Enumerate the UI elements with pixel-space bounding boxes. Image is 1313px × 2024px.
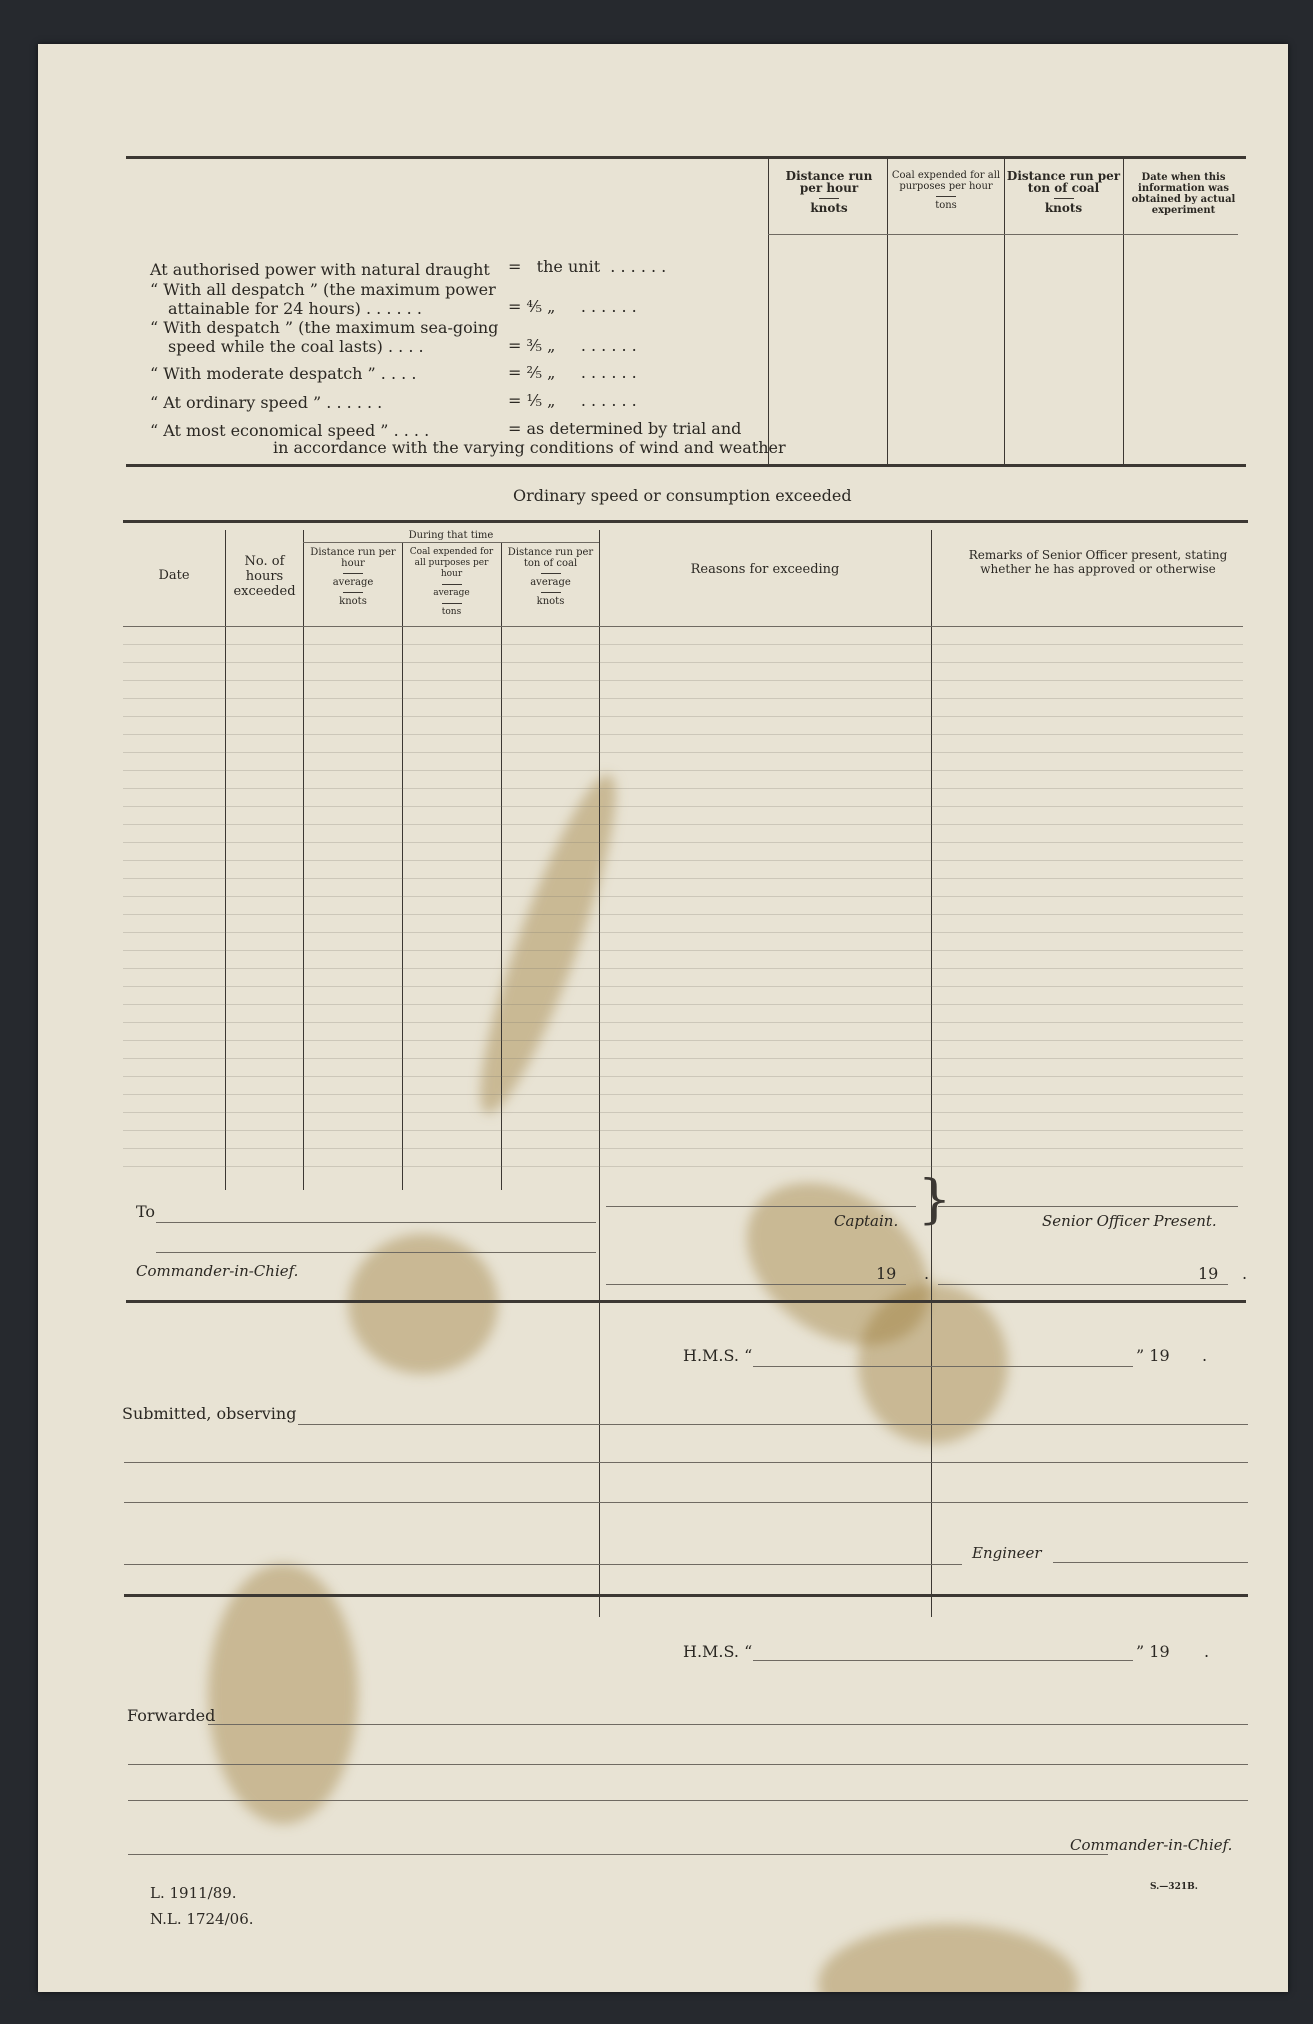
ruled-line: [123, 932, 1243, 933]
row-authorised-value: = the unit . . . . . .: [508, 257, 667, 276]
stain-mark: [858, 1284, 1008, 1444]
col-hours: No. of hours exceeded: [233, 554, 296, 599]
ruled-line: [123, 734, 1243, 735]
engineer-label: Engineer: [972, 1544, 1042, 1562]
row-despatch: “ With despatch ” (the maximum sea-going speed while the coal lasts) . . . .: [150, 318, 499, 356]
row-authorised: At authorised power with natural draught: [150, 260, 490, 279]
row-all-despatch-value: = ⁴⁄₅ „ . . . . . .: [508, 297, 637, 316]
ruled-line: [123, 752, 1243, 753]
submitted-line-3[interactable]: [124, 1502, 1248, 1503]
ruled-line: [123, 698, 1243, 699]
top-header-distance-per-ton: Distance run per ton of coal knots: [1006, 169, 1121, 215]
ruled-line: [123, 1022, 1243, 1023]
submitted-line-1[interactable]: [298, 1424, 1248, 1425]
senior-year: 19: [1198, 1264, 1219, 1283]
ruled-line: [123, 824, 1243, 825]
ruled-line: [123, 1148, 1243, 1149]
col-date: Date: [158, 568, 190, 583]
footer-form-number: S.—321B.: [1150, 1882, 1198, 1892]
hms2-name-line[interactable]: [753, 1660, 1133, 1661]
submitted-label: Submitted, observing: [122, 1404, 297, 1423]
row-ordinary-value: = ¹⁄₅ „ . . . . . .: [508, 391, 637, 410]
stain-mark: [208, 1564, 358, 1824]
ruled-line: [123, 1058, 1243, 1059]
submitted-line-2[interactable]: [124, 1462, 1248, 1463]
col-reasons: Reasons for exceeding: [690, 562, 840, 577]
forwarded-line-1[interactable]: [208, 1724, 1248, 1725]
engineer-line[interactable]: [1053, 1562, 1248, 1563]
hms1-suffix: ” 19: [1136, 1346, 1170, 1365]
to-line[interactable]: [156, 1222, 596, 1223]
ruled-line: [123, 1166, 1243, 1167]
captain-label: Captain.: [834, 1212, 899, 1230]
to-line-2[interactable]: [156, 1252, 596, 1253]
hms2-prefix: H.M.S. “: [683, 1642, 753, 1661]
row-ordinary: “ At ordinary speed ” . . . . . .: [150, 393, 383, 412]
senior-date-line[interactable]: [938, 1284, 1228, 1285]
ruled-line: [123, 950, 1243, 951]
ruled-line: [123, 644, 1243, 645]
row-all-despatch: “ With all despatch ” (the maximum power attainable for 24 hours) . . . . . .: [150, 280, 496, 318]
ruled-line: [123, 716, 1243, 717]
captain-date-line[interactable]: [606, 1284, 906, 1285]
captain-year: 19: [876, 1264, 897, 1283]
ruled-line: [123, 1076, 1243, 1077]
col-sub-distance: Distance run per hour average knots: [310, 547, 396, 607]
submitted-line-4[interactable]: [124, 1564, 962, 1565]
ruled-line: [123, 788, 1243, 789]
senior-dot: .: [1242, 1264, 1248, 1283]
senior-label: Senior Officer Present.: [1042, 1212, 1217, 1230]
stain-mark: [458, 765, 638, 1124]
forwarded-line-4[interactable]: [128, 1854, 1108, 1855]
forwarded-line-3[interactable]: [128, 1800, 1248, 1801]
section-title: Ordinary speed or consumption exceeded: [513, 486, 852, 505]
col-sub-distance-per-ton: Distance run per ton of coal average knots: [507, 547, 594, 607]
captain-brace: }: [918, 1170, 952, 1230]
top-header-date: Date when this information was obtained by actual experiment: [1131, 172, 1236, 216]
ruled-line: [123, 860, 1243, 861]
ruled-line: [123, 770, 1243, 771]
senior-line[interactable]: [938, 1206, 1238, 1207]
ruled-line: [123, 1130, 1243, 1131]
cinc-label: Commander-in-Chief.: [136, 1262, 299, 1280]
col-during: During that time: [408, 530, 494, 541]
forwarded-label: Forwarded: [127, 1706, 216, 1725]
col-sub-coal: Coal expended for all purposes per hour average tons: [409, 547, 494, 617]
top-header-coal: Coal expended for all purposes per hour tons: [891, 170, 1001, 211]
form-page: [38, 44, 1288, 1992]
footer-ref1: L. 1911/89.: [150, 1884, 237, 1902]
to-label: To: [136, 1202, 156, 1221]
row-economical-line2: in accordance with the varying conditions of wind and weather: [273, 438, 786, 457]
col-remarks: Remarks of Senior Officer present, stating whether he has approved or otherwise: [968, 548, 1228, 576]
hms1-dot: .: [1202, 1346, 1208, 1365]
captain-dot: .: [924, 1264, 930, 1283]
forwarded-line-2[interactable]: [128, 1764, 1248, 1765]
ruled-line: [123, 878, 1243, 879]
ruled-line: [123, 806, 1243, 807]
ruled-line: [123, 986, 1243, 987]
hms2-dot: .: [1204, 1642, 1210, 1661]
row-moderate: “ With moderate despatch ” . . . .: [150, 364, 417, 383]
ruled-line: [123, 1112, 1243, 1113]
ruled-line: [123, 1004, 1243, 1005]
row-economical: “ At most economical speed ” . . . .: [150, 421, 430, 440]
final-cinc-label: Commander-in-Chief.: [1070, 1836, 1233, 1854]
ruled-line: [123, 1040, 1243, 1041]
hms1-prefix: H.M.S. “: [683, 1346, 753, 1365]
hms1-name-line[interactable]: [753, 1366, 1133, 1367]
ruled-line: [123, 1094, 1243, 1095]
footer-ref2: N.L. 1724/06.: [150, 1910, 254, 1928]
ruled-line: [123, 914, 1243, 915]
stain-mark: [348, 1234, 498, 1374]
top-header-distance: Distance run per hour knots: [785, 169, 873, 215]
row-economical-value: = as determined by trial and: [508, 419, 742, 438]
ruled-line: [123, 896, 1243, 897]
hms2-suffix: ” 19: [1136, 1642, 1170, 1661]
stain-mark: [818, 1924, 1078, 1992]
ruled-line: [123, 662, 1243, 663]
captain-line[interactable]: [606, 1206, 916, 1207]
row-moderate-value: = ²⁄₅ „ . . . . . .: [508, 363, 637, 382]
ruled-line: [123, 968, 1243, 969]
ruled-line: [123, 842, 1243, 843]
row-despatch-value: = ³⁄₅ „ . . . . . .: [508, 336, 637, 355]
ruled-line: [123, 680, 1243, 681]
